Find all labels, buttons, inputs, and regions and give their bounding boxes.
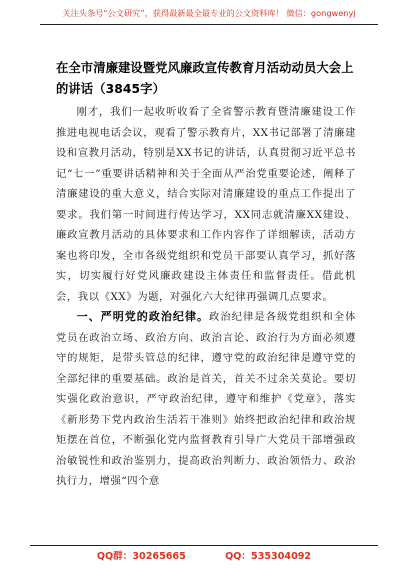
document-body [56,58,356,492]
section-1-heading: 一、严明党的政治纪律。 [76,310,210,323]
paragraph-section-1 [56,307,356,492]
footer-qq: QQ：535304092 [225,551,312,562]
section-1-body: 政治纪律是各级党组织和全体党员在政治立场、政治方向、政治言论、政治行为方面必须遵守的规矩，是带头管总的纪律，遵守党的政治纪律是遵守党的全部纪律的重要基础。政治是首关，首关不过余关莫论。要切实强化政治意识，严守政治纪律，遵守和维护《党章》，落实《新形势下党内政治生活若干准则》始终把政治纪律和政治规矩摆在首位，不断强化党内监督教育引导广大党员干部增强政治敏锐性和政治鉴别力，提高政治判断力、政治领悟力、政治执行力，增强“四个意 [56,311,356,487]
footer-banner [30,545,378,566]
footer-qq-group: QQ群：30265665 [96,551,186,562]
header-banner: 关注头条号“公文研究”，获得最新最全最专业的公文资料库！ 微信：gongwenyj [40,6,378,25]
paragraph-intro: 刚才，我们一起收听收看了全省警示教育暨清廉建设工作推进电视电话会议，观看了警示教育片，XX书记部署了清廉建设和宣教月活动，特别是XX书记的讲话，认真贯彻习近平总书记“七一”重要讲话精神和关于全面从严治党重要论述，阐释了清廉建设的重大意义，结合实际对清廉建设的重点工作提出了要求。我们第一时间进行传达学习，XX同志就清廉XX建设、廉政宣教月活动的具体要求和工作内容作了详细解读，活动方案也将印发，全市各级党组织和党员干部要认真学习，抓好落实，切实履行好党风廉政建设主体责任和监督责任。借此机会，我以《XX》为题，对强化六大纪律再强调几点要求。 [56,106,356,303]
document-title: 在全市清廉建设暨党风廉政宣传教育月活动动员大会上的讲话（3845字） [56,61,354,96]
